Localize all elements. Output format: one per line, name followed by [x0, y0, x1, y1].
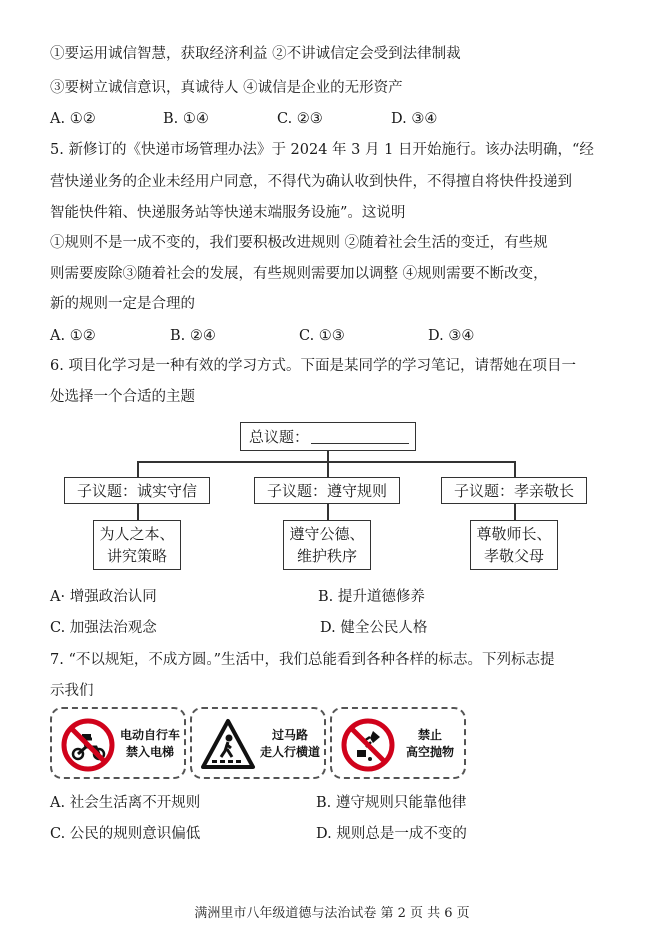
leaf-box-1: 为人之本、 讲究策略 — [93, 520, 181, 570]
q5-statements-2: 则需要废除③随着社会的发展，有些规则需要加以调整 ④规则需要不断改变， — [50, 266, 548, 282]
q4-statements-1: ①要运用诚信智慧，获取经济利益 ②不讲诚信定会受到法律制裁 — [50, 46, 461, 62]
q7-stem-2: 示我们 — [50, 683, 94, 699]
q5-option-b: B. ②④ — [170, 328, 216, 344]
q5-stem-2: 营快递业务的企业未经用户同意，不得代为确认收到快件，不得擅自将快件投递到 — [50, 174, 572, 190]
page-footer: 满洲里市八年级道德与法治试卷 第 2 页 共 6 页 — [194, 906, 470, 921]
q6-option-d: D. 健全公民人格 — [320, 620, 428, 636]
q5-option-d: D. ③④ — [428, 328, 475, 344]
sign-1-line-2: 禁入电梯 — [125, 745, 174, 759]
connector-right — [514, 461, 516, 478]
sign-2-line-1: 过马路 — [271, 728, 308, 742]
crosswalk-icon — [200, 717, 256, 773]
leaf-box-3: 尊敬师长、 孝敬父母 — [470, 520, 558, 570]
root-topic-blank — [311, 429, 409, 444]
q6-option-a: A· 增强政治认同 — [50, 589, 157, 605]
connector-leaf-3 — [514, 504, 516, 521]
connector-left — [137, 461, 139, 478]
sign-3-line-2: 高空抛物 — [405, 745, 454, 759]
sign-no-throwing — [330, 707, 466, 779]
q7-option-d: D. 规则总是一成不变的 — [316, 826, 467, 842]
q5-option-a: A. ①② — [50, 328, 96, 344]
sign-2-line-2: 走人行横道 — [259, 745, 320, 759]
connector-leaf-1 — [137, 504, 139, 521]
root-topic-box — [240, 422, 416, 451]
q5-stem-3: 智能快件箱、快递服务站等快递末端服务设施”。这说明 — [50, 205, 406, 221]
sign-no-ebike — [50, 707, 186, 779]
connector-horizontal — [137, 461, 515, 463]
sign-crosswalk — [190, 707, 326, 779]
q4-option-b: B. ①④ — [163, 111, 209, 127]
sub-topic-box-1: 子议题：诚实守信 — [64, 477, 210, 504]
q6-stem-1: 6. 项目化学习是一种有效的学习方式。下面是某同学的学习笔记，请帮她在项目一 — [50, 358, 576, 374]
q6-option-b: B. 提升道德修养 — [318, 589, 425, 605]
leaf-box-2: 遵守公德、 维护秩序 — [283, 520, 371, 570]
q7-option-c: C. 公民的规则意识偏低 — [50, 826, 201, 842]
sub-topic-box-2: 子议题：遵守规则 — [254, 477, 400, 504]
q4-option-c: C. ②③ — [277, 111, 323, 127]
connector-leaf-2 — [327, 504, 329, 521]
q4-option-d: D. ③④ — [391, 111, 438, 127]
q4-option-a: A. ①② — [50, 111, 96, 127]
q5-statements-1: ①规则不是一成不变的，我们要积极改进规则 ②随着社会生活的变迁，有些规 — [50, 235, 548, 251]
q7-option-b: B. 遵守规则只能靠他律 — [316, 795, 467, 811]
sign-3-line-1: 禁止 — [417, 728, 442, 742]
q6-stem-2: 处选择一个合适的主题 — [50, 389, 195, 405]
sign-1-line-1: 电动自行车 — [119, 728, 180, 742]
q7-stem-1: 7. “不以规矩，不成方圆。”生活中，我们总能看到各种各样的标志。下列标志提 — [50, 652, 555, 668]
q4-statements-2: ③要树立诚信意识，真诚待人 ④诚信是企业的无形资产 — [50, 80, 403, 96]
q7-option-a: A. 社会生活离不开规则 — [50, 795, 201, 811]
no-throwing-icon — [340, 717, 396, 773]
root-topic-label: 总议题： — [249, 428, 310, 446]
sub-topic-box-3: 子议题：孝亲敬长 — [441, 477, 587, 504]
q5-statements-3: 新的规则一定是合理的 — [50, 296, 195, 312]
q6-option-c: C. 加强法治观念 — [50, 620, 157, 636]
q5-option-c: C. ①③ — [299, 328, 345, 344]
no-ebike-icon — [60, 717, 116, 773]
q5-stem-1: 5. 新修订的《快递市场管理办法》于 2024 年 3 月 1 日开始施行。该办法明确，“经 — [50, 142, 594, 158]
connector-middle — [327, 461, 329, 478]
